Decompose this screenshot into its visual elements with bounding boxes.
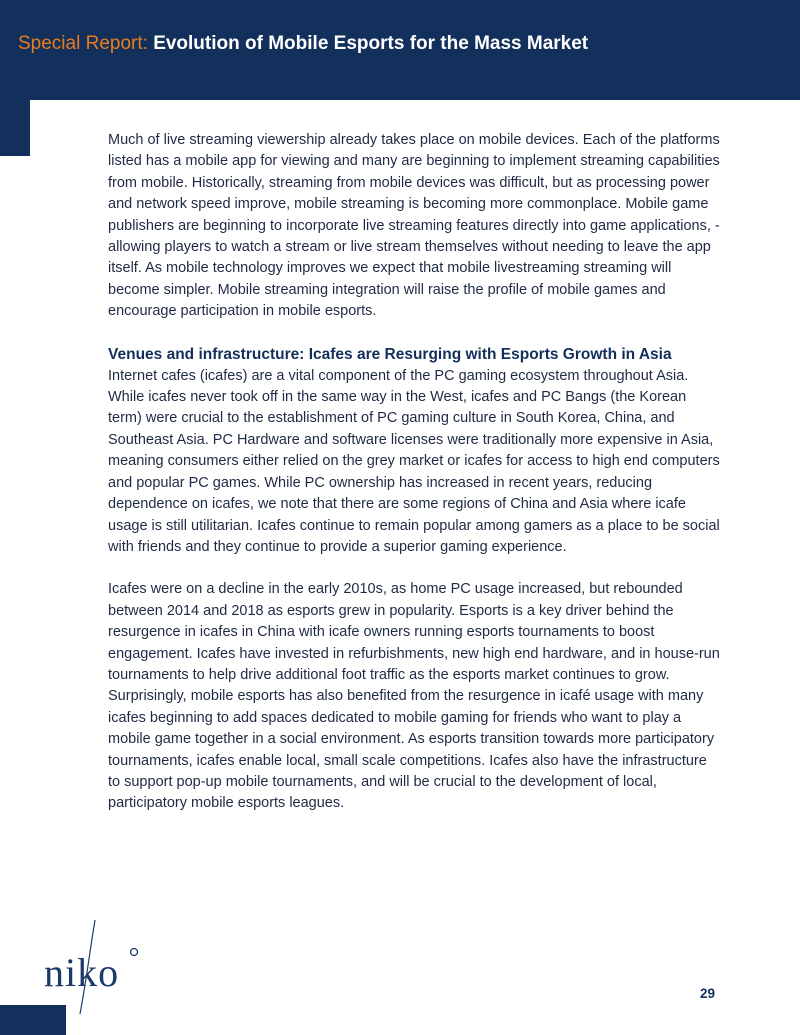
report-type-label: Special Report: — [18, 33, 154, 54]
section-heading-venues: Venues and infrastructure: Icafes are Resurging with Esports Growth in Asia — [108, 345, 672, 363]
paragraph-live-streaming: Much of live streaming viewership already takes place on mobile devices. Each of the platforms listed has a mobile app for viewing and many are beginning to implement streaming capabilities from mobile. Historically, streaming from mobile devices was difficult, but as processing power and network speed improve, mobile streaming is becoming more commonplace. Mobile game publishers are beginning to incorporate live streaming features directly into game applications, - allowing players to watch a stream or live stream themselves without needing to leave the app itself. As mobile technology improves we expect that mobile livestreaming streaming will become simpler. Mobile streaming integration will raise the profile of mobile games and encourage participation in mobile esports. — [108, 132, 720, 320]
report-header-title — [18, 33, 588, 55]
logo-wordmark: niko — [44, 950, 120, 995]
degree-circle-icon — [131, 949, 138, 956]
niko-logo-graphic — [42, 918, 162, 1018]
report-title: Evolution of Mobile Esports for the Mass Market — [153, 33, 589, 54]
report-header-band — [0, 0, 800, 100]
niko-logo — [42, 918, 162, 1018]
page-body — [108, 130, 720, 836]
paragraph-icafes-resurgence: Icafes were on a decline in the early 2010s, as home PC usage increased, but rebounded between 2014 and 2018 as esports grew in popularity. Esports is a key driver behind the resurgence in icafes in China with icafe owners running esports tournaments to boost engagement. Icafes have invested in refurbishments, new high end hardware, and in house-run tournaments to help drive additional foot traffic as the esports market continues to grow. Surprisingly, mobile esports has also benefited from the resurgence in icafé usage with many icafes beginning to add spaces dedicated to mobile gaming for friends who want to play a mobile game together in a social environment. As esports transition towards more participatory tournaments, icafes enable local, small scale competitions. Icafes also have the infrastructure to support pop-up mobile tournaments, and will be crucial to the development of local, participatory mobile esports leagues. — [108, 581, 720, 812]
paragraph-icafes-overview: Internet cafes (icafes) are a vital component of the PC gaming ecosystem throughout Asia. While icafes never took off in the same way in the West, icafes and PC Bangs (the Korean term) were crucial to the establishment of PC gaming culture in South Korea, China, and Southeast Asia. PC Hardware and software licenses were traditionally more expensive in Asia, meaning consumers either relied on the grey market or icafes for access to high end computers and popular PC games. While PC ownership has increased in recent years, reducing dependence on icafes, we note that there are some regions of China and Asia where icafe usage is still utilitarian. Icafes continue to remain popular among gamers as a place to be social with friends and they continue to provide a superior gaming experience. — [108, 367, 720, 555]
page-number: 29 — [700, 986, 716, 1001]
